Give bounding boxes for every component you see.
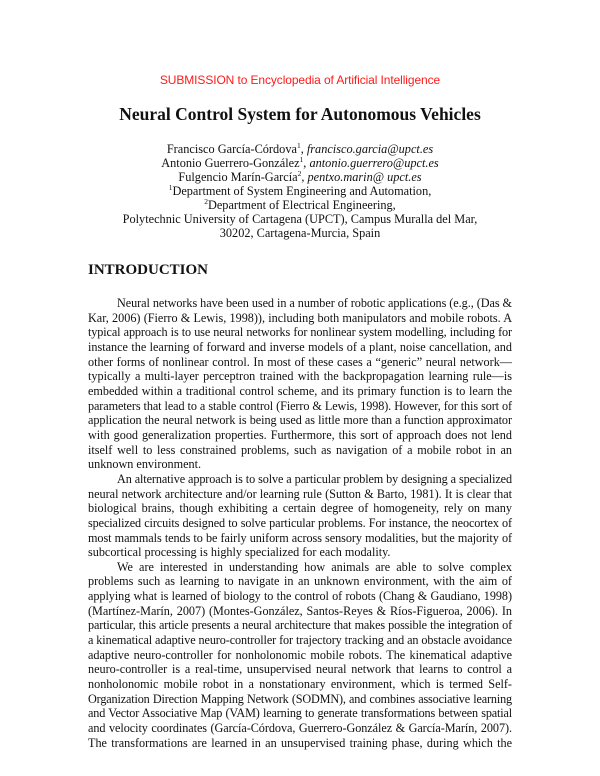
text-line: applying what is learned of biology to the control of robots (Chang & Gaudiano, 1998) <box>88 589 512 604</box>
text-line: Neural networks have been used in a number of robotic applications (e.g., (Das & <box>117 296 512 310</box>
text-line: application the neural network is being used as little more than a function approximator <box>88 413 512 428</box>
text-line: parameters that lead to a stable control (Fierro & Lewis, 1998). However, for this sort of <box>88 398 512 413</box>
text-line: with good generalization properties. Furthermore, this sort of approach does not lend <box>88 427 512 442</box>
author-3: Fulgencio Marín-García$^2$, pentxo.marin@ upct.es <box>178 169 422 184</box>
text-line: biological brains, though exhibiting a certain degree of homogeneity, rely on many <box>88 501 512 516</box>
section-heading: INTRODUCTION <box>88 262 209 278</box>
author-affiliation-mark: 1 <box>299 155 304 164</box>
text-line: typical approach is to use neural networks for nonlinear system modelling, including for <box>88 325 512 340</box>
text-line: other forms of nonlinear control. In most of these cases a “generic” neural network— <box>88 354 512 369</box>
text-line: a kinematical adaptive neuro-controller for trajectory tracking and an obstacle avoidance <box>88 633 512 648</box>
text-line: unknown environment. <box>88 457 202 472</box>
affiliation-mark: 2 <box>204 197 208 206</box>
author-name: Antonio Guerrero-González <box>161 156 300 170</box>
text-line: itself well to less constrained problems, such as navigation of a mobile robot in an <box>88 442 512 457</box>
text-line: neural network architecture and/or learning rule (Sutton & Barto, 1981). It is clear that <box>88 486 512 501</box>
paragraph <box>88 560 512 751</box>
author-name: Fulgencio Marín-García <box>178 170 298 184</box>
author-list <box>0 142 600 184</box>
author-affiliation-mark: 1 <box>296 141 301 150</box>
submission-banner: SUBMISSION to Encyclopedia of Artificial Intelligence <box>159 73 441 87</box>
text-line: and Vector Associative Map (VAM) learning to generate transformations between spatial <box>88 706 512 721</box>
text-line: particular, this article presents a neural architecture that makes possible the integration of <box>88 618 512 633</box>
text-line: embedded within a traditional control scheme, and its primary function is to learn the <box>88 383 512 398</box>
affiliation-text: Department of System Engineering and Automation, <box>172 184 432 198</box>
author-1: Francisco García-Córdova$^1$, francisco.garcia@upct.es <box>166 141 434 156</box>
affiliation-1 <box>0 184 600 198</box>
text-line: subcortical processing is highly specialized for each modality. <box>88 545 391 560</box>
text-line: instance the learning of forward and inverse models of a plant, noise cancellation, and <box>88 339 512 354</box>
author-affiliation-mark: 2 <box>297 169 302 178</box>
text-line: specialized circuits designed to solve particular problems. For instance, the neocortex of <box>88 515 512 530</box>
address: 30202, Cartagena-Murcia, Spain <box>219 226 381 240</box>
affiliation-text: Department of Electrical Engineering, <box>207 198 396 212</box>
text-line: We are interested in understanding how animals are able to solve complex <box>117 559 512 574</box>
text-line: adaptive neuro-controller for nonholonomic mobile robots. The kinematical adaptive <box>88 647 512 662</box>
paragraph <box>88 472 512 560</box>
author-email: francisco.garcia@upct.es <box>306 142 434 156</box>
paragraph <box>88 296 512 472</box>
affiliation-mark: 1 <box>168 183 173 192</box>
text-line: typically a multi-layer perceptron trained with the backpropagation learning rule—is <box>88 369 512 384</box>
text-line: Kar, 2006) (Fierro & Lewis, 1998)), including both manipulators and mobile robots. A <box>88 310 512 325</box>
text-line: neuro-controller is a real-time, unsupervised neural network that learns to control a <box>88 662 512 677</box>
paper-title: Neural Control System for Autonomous Vehicles <box>119 104 481 124</box>
author-2: Antonio Guerrero-González$^1$, antonio.guerrero@upct.es <box>161 155 439 170</box>
text-line: An alternative approach is to solve a particular problem by designing a specialized <box>117 471 512 486</box>
text-line: most mammals tends to be fairly uniform across sensory modalities, but the majority of <box>88 530 512 545</box>
text-line: problems such as learning to navigate in an unknown environment, with the aim of <box>88 574 512 589</box>
author-email: antonio.guerrero@upct.es <box>309 156 439 170</box>
section-body <box>88 296 512 750</box>
author-name: Francisco García-Córdova <box>166 142 297 156</box>
text-line: nonholonomic mobile robot in a nonstationary environment, which is termed Self- <box>88 677 512 692</box>
text-line: (Martínez-Marín, 2007) (Montes-González, Santos-Reyes & Ríos-Figueroa, 2006). In <box>88 603 512 618</box>
text-line: and velocity coordinates (García-Córdova, Guerrero-González & García-Marín, 2007). <box>88 721 512 736</box>
university: Polytechnic University of Cartagena (UPCT), Campus Muralla del Mar, <box>122 212 478 226</box>
text-line: The transformations are learned in an unsupervised training phase, during which the <box>88 735 512 750</box>
author-email: pentxo.marin@ upct.es <box>307 170 422 184</box>
text-line: Organization Direction Mapping Network (SODMN), and combines associative learning <box>88 691 512 706</box>
affiliations <box>0 184 600 240</box>
affiliation-2 <box>0 198 600 212</box>
